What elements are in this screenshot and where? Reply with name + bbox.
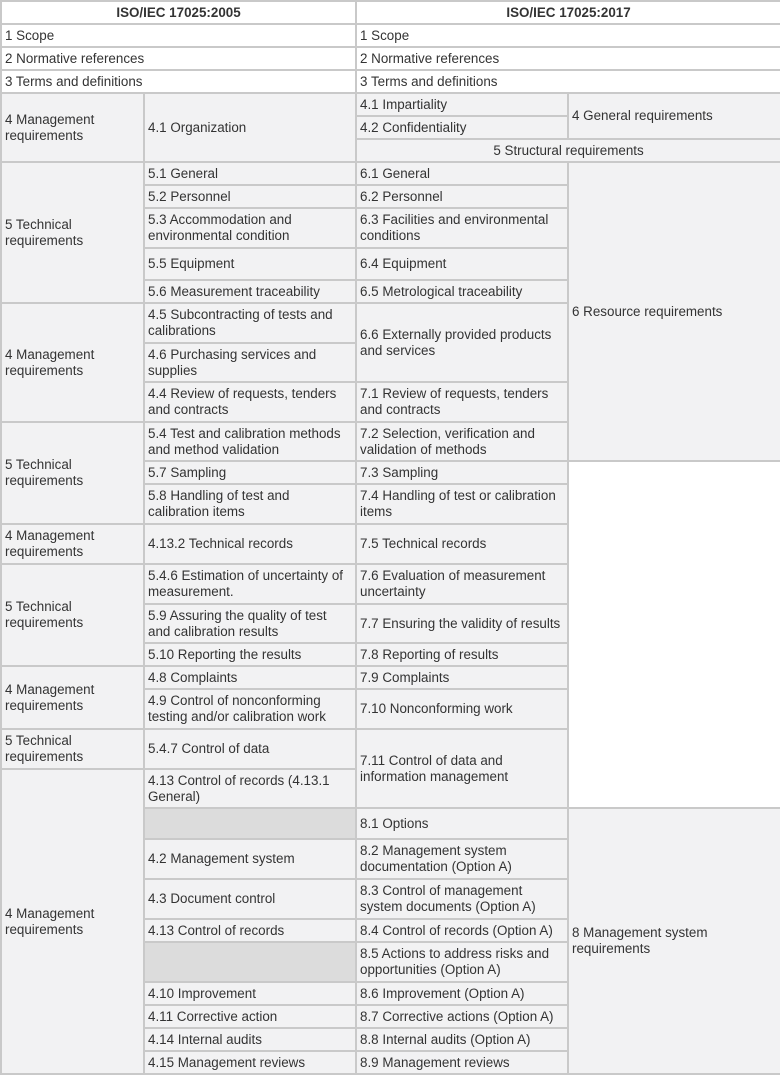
new-clause-7-3: 7.3 Sampling	[356, 461, 568, 484]
new-clause-8-8: 8.8 Internal audits (Option A)	[356, 1028, 568, 1051]
new-clause-8-2: 8.2 Management system documentation (Option A)	[356, 839, 568, 879]
old-clause-5-7: 5.7 Sampling	[144, 461, 356, 484]
new-clause-7-8: 7.8 Reporting of results	[356, 643, 568, 666]
group-resource-requirements: 6 Resource requirements	[568, 162, 780, 461]
old-clause-4-13: 4.13 Control of records	[144, 919, 356, 942]
new-clause-7-2: 7.2 Selection, verification and validation of methods	[356, 422, 568, 461]
old-clause-5-4: 5.4 Test and calibration methods and method validation	[144, 422, 356, 461]
old-clause-4-5: 4.5 Subcontracting of tests and calibrations	[144, 303, 356, 343]
group-management-requirements: 4 Management requirements	[1, 524, 144, 564]
table-row	[1, 564, 780, 604]
old-clause-4-10: 4.10 Improvement	[144, 982, 356, 1005]
header-iso-2005: ISO/IEC 17025:2005	[1, 1, 356, 24]
new-clause-6-1: 6.1 General	[356, 162, 568, 185]
table-row	[1, 70, 780, 93]
old-clause-4-1: 4.1 Organization	[144, 93, 356, 162]
new-clause-8-7: 8.7 Corrective actions (Option A)	[356, 1005, 568, 1028]
new-scope: 1 Scope	[356, 24, 780, 47]
old-clause-5-3: 5.3 Accommodation and environmental condition	[144, 208, 356, 248]
new-clause-7-10: 7.10 Nonconforming work	[356, 689, 568, 729]
old-clause-4-8: 4.8 Complaints	[144, 666, 356, 689]
group-technical-requirements: 5 Technical requirements	[1, 162, 144, 303]
group-general-requirements: 4 General requirements	[568, 93, 780, 139]
new-clause-8-1: 8.1 Options	[356, 808, 568, 839]
old-clause-5-9: 5.9 Assuring the quality of test and calibration results	[144, 604, 356, 643]
group-technical-requirements: 5 Technical requirements	[1, 564, 144, 666]
group-management-system-requirements: 8 Management system requirements	[568, 808, 780, 1074]
new-clause-7-7: 7.7 Ensuring the validity of results	[356, 604, 568, 643]
old-clause-4-2: 4.2 Management system	[144, 839, 356, 879]
old-normative-references: 2 Normative references	[1, 47, 356, 70]
new-clause-6-4: 6.4 Equipment	[356, 248, 568, 280]
new-terms-definitions: 3 Terms and definitions	[356, 70, 780, 93]
new-clause-4-2: 4.2 Confidentiality	[356, 116, 568, 139]
old-clause-4-15: 4.15 Management reviews	[144, 1051, 356, 1074]
group-management-requirements: 4 Management requirements	[1, 769, 144, 1074]
table-row	[1, 729, 780, 769]
old-clause-5-8: 5.8 Handling of test and calibration items	[144, 484, 356, 524]
new-clause-7-9: 7.9 Complaints	[356, 666, 568, 689]
new-clause-6-5: 6.5 Metrological traceability	[356, 280, 568, 303]
new-clause-7-5: 7.5 Technical records	[356, 524, 568, 564]
old-clause-4-14: 4.14 Internal audits	[144, 1028, 356, 1051]
table-row	[1, 666, 780, 689]
group-management-requirements: 4 Management requirements	[1, 93, 144, 162]
empty-cell	[144, 942, 356, 982]
new-clause-6-3: 6.3 Facilities and environmental conditions	[356, 208, 568, 248]
new-clause-6-6: 6.6 Externally provided products and services	[356, 303, 568, 382]
table-row	[1, 162, 780, 185]
table-row	[1, 24, 780, 47]
old-clause-5-4-7: 5.4.7 Control of data	[144, 729, 356, 769]
group-technical-requirements: 5 Technical requirements	[1, 729, 144, 769]
old-scope: 1 Scope	[1, 24, 356, 47]
old-clause-4-13-2: 4.13.2 Technical records	[144, 524, 356, 564]
old-terms-definitions: 3 Terms and definitions	[1, 70, 356, 93]
new-clause-8-3: 8.3 Control of management system documents (Option A)	[356, 879, 568, 919]
new-clause-7-4: 7.4 Handling of test or calibration items	[356, 484, 568, 524]
old-clause-5-4-6: 5.4.6 Estimation of uncertainty of measurement.	[144, 564, 356, 604]
old-clause-4-3: 4.3 Document control	[144, 879, 356, 919]
group-management-requirements: 4 Management requirements	[1, 303, 144, 422]
new-clause-8-4: 8.4 Control of records (Option A)	[356, 919, 568, 942]
group-management-requirements: 4 Management requirements	[1, 666, 144, 729]
old-clause-5-6: 5.6 Measurement traceability	[144, 280, 356, 303]
table-row	[1, 93, 780, 116]
new-clause-8-6: 8.6 Improvement (Option A)	[356, 982, 568, 1005]
table-row	[1, 47, 780, 70]
header-row	[1, 1, 780, 24]
header-iso-2017: ISO/IEC 17025:2017	[356, 1, 780, 24]
table-row	[1, 524, 780, 564]
old-clause-5-5: 5.5 Equipment	[144, 248, 356, 280]
old-clause-4-13-1: 4.13 Control of records (4.13.1 General)	[144, 769, 356, 808]
old-clause-4-9: 4.9 Control of nonconforming testing and/or calibration work	[144, 689, 356, 729]
old-clause-4-4: 4.4 Review of requests, tenders and contracts	[144, 382, 356, 422]
group-structural-requirements: 5 Structural requirements	[356, 139, 780, 162]
old-clause-4-11: 4.11 Corrective action	[144, 1005, 356, 1028]
group-technical-requirements: 5 Technical requirements	[1, 422, 144, 524]
new-clause-4-1: 4.1 Impartiality	[356, 93, 568, 116]
old-clause-5-2: 5.2 Personnel	[144, 185, 356, 208]
old-clause-5-1: 5.1 General	[144, 162, 356, 185]
new-normative-references: 2 Normative references	[356, 47, 780, 70]
new-clause-7-1: 7.1 Review of requests, tenders and contracts	[356, 382, 568, 422]
empty-cell	[144, 808, 356, 839]
new-clause-8-5: 8.5 Actions to address risks and opportunities (Option A)	[356, 942, 568, 982]
old-clause-4-6: 4.6 Purchasing services and supplies	[144, 343, 356, 382]
new-clause-6-2: 6.2 Personnel	[356, 185, 568, 208]
new-clause-7-11: 7.11 Control of data and information management	[356, 729, 568, 808]
new-clause-7-6: 7.6 Evaluation of measurement uncertainty	[356, 564, 568, 604]
new-clause-8-9: 8.9 Management reviews	[356, 1051, 568, 1074]
old-clause-5-10: 5.10 Reporting the results	[144, 643, 356, 666]
